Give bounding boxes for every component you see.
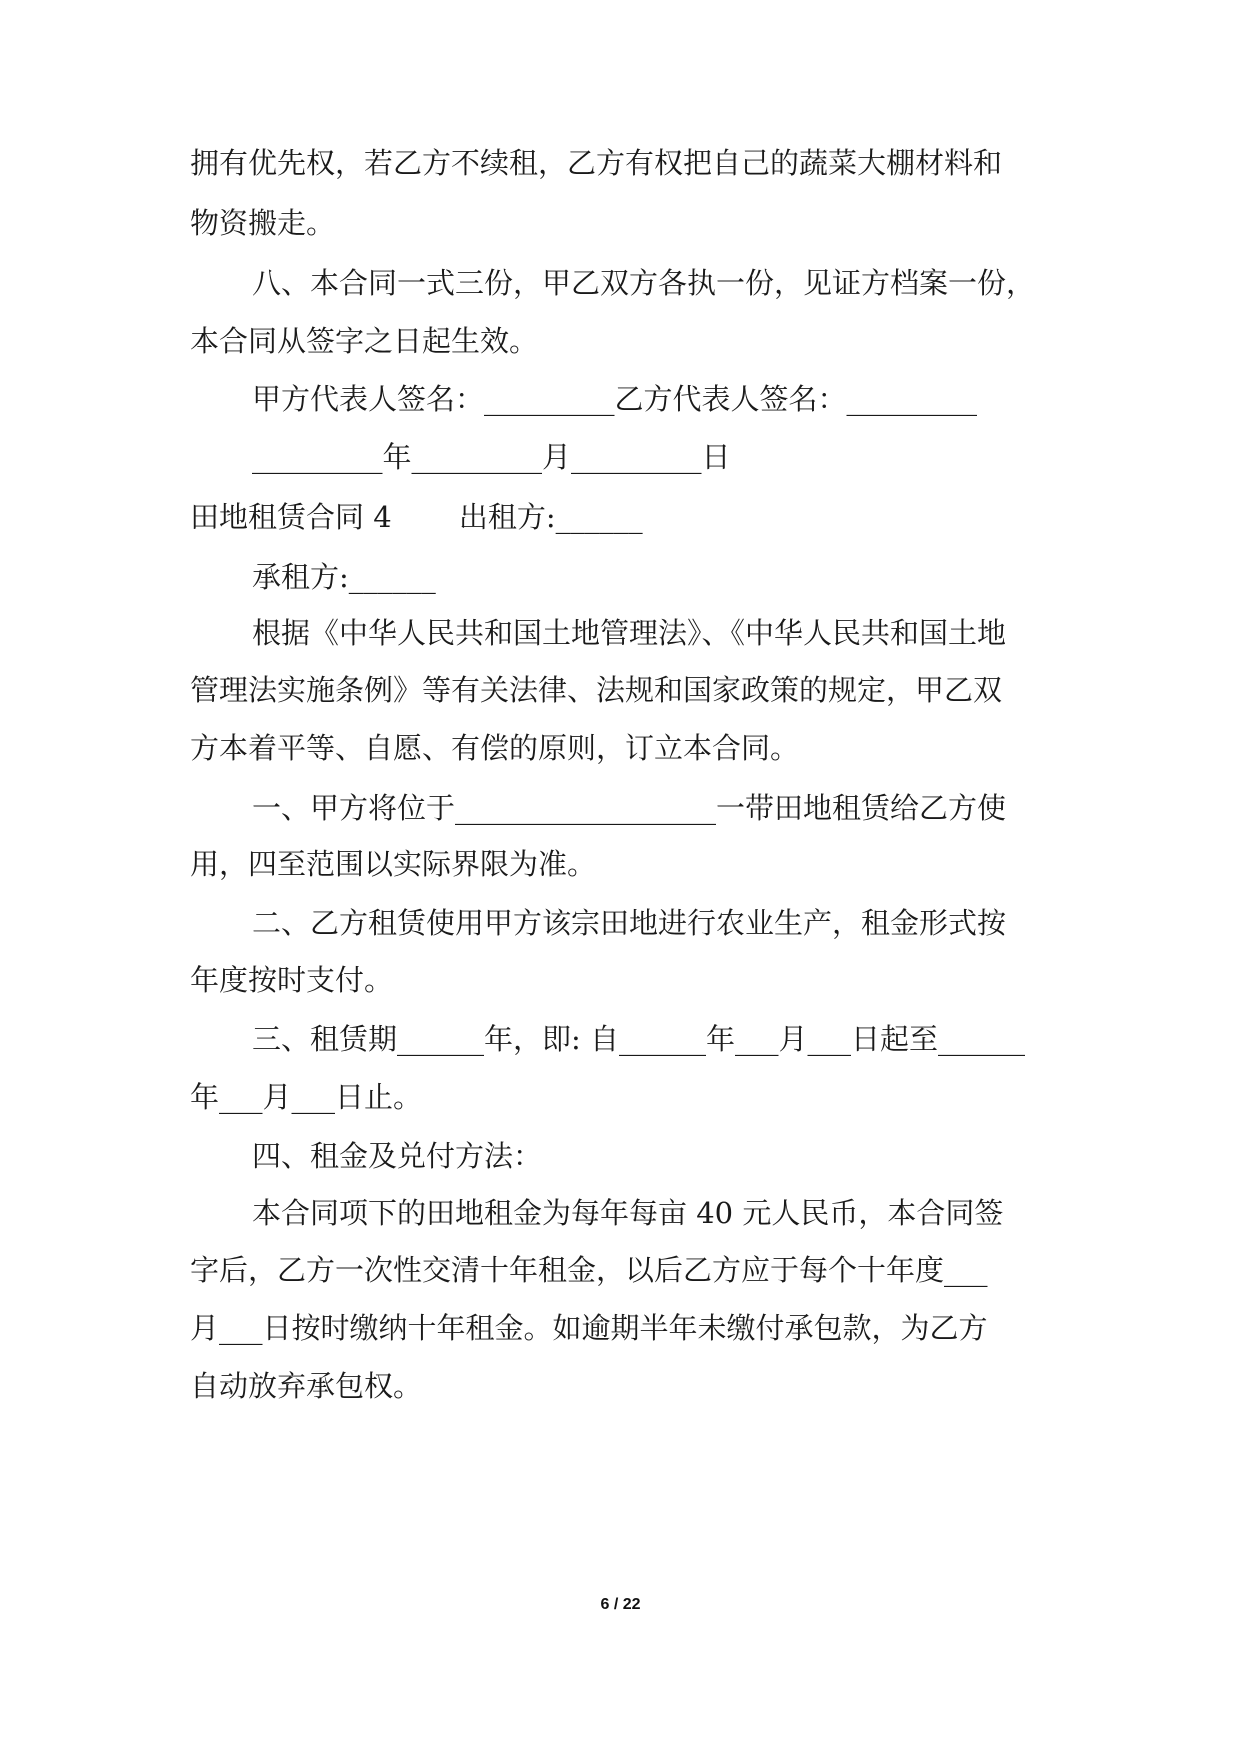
text-line: 一、甲方将位于__________________一带田地租赁给乙方使: [252, 791, 1007, 825]
signature-line: 甲方代表人签名：_________乙方代表人签名：_________: [252, 382, 978, 416]
text-line: 管理法实施条例》等有关法律、法规和国家政策的规定，甲乙双: [190, 673, 1003, 707]
text-line: 二、乙方租赁使用甲方该宗田地进行农业生产，租金形式按: [252, 906, 1007, 940]
text-line: 字后，乙方一次性交清十年租金，以后乙方应于每个十年度___: [190, 1253, 988, 1287]
text-line: 四、租金及兑付方法：: [252, 1139, 543, 1173]
text-line: 根据《中华人民共和国土地管理法》、《中华人民共和国土地: [252, 616, 1007, 650]
text-line: 本合同从签字之日起生效。: [190, 324, 539, 358]
text-line: 用，四至范围以实际界限为准。: [190, 847, 597, 881]
text-line: 年度按时支付。: [190, 963, 394, 997]
text-line: 年___月___日止。: [190, 1080, 423, 1114]
date-line: _________年_________月_________日: [252, 440, 731, 474]
text-line: 方本着平等、自愿、有偿的原则，订立本合同。: [190, 731, 800, 765]
text-line: 自动放弃承包权。: [190, 1369, 423, 1403]
page-number: 6 / 22: [600, 1596, 641, 1613]
text-line: 拥有优先权，若乙方不续租，乙方有权把自己的蔬菜大棚材料和: [190, 146, 1003, 180]
text-line: 承租方:______: [252, 560, 436, 594]
text-line: 八、本合同一式三份，甲乙双方各执一份，见证方档案一份，: [252, 266, 1036, 300]
text-line: 本合同项下的田地租金为每年每亩 40 元人民币，本合同签: [252, 1196, 1004, 1230]
section-title: 田地租赁合同 4 出租方:______: [190, 500, 643, 534]
text-line: 物资搬走。: [190, 206, 336, 240]
text-line: 三、租赁期______年，即: 自______年___月___日起至______: [252, 1022, 1025, 1056]
text-line: 月___日按时缴纳十年租金。如逾期半年未缴付承包款，为乙方: [190, 1311, 988, 1345]
